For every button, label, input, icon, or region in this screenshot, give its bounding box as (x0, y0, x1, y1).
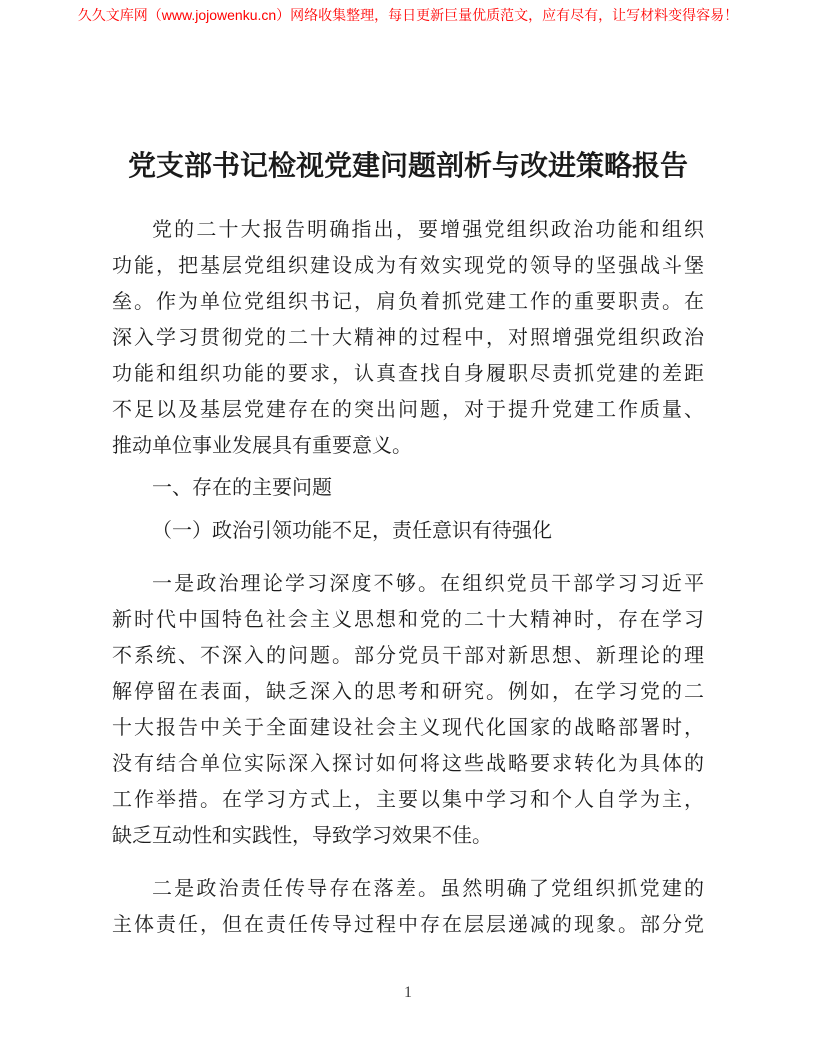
text-line: 一是政治理论学习深度不够。在组织党员干部学习习近平 (152, 573, 704, 595)
text-line: 不足以及基层党建存在的突出问题，对于提升党建工作质量、 (112, 399, 704, 421)
text-line: 二是政治责任传导存在落差。虽然明确了党组织抓党建的 (152, 878, 704, 900)
text-line: 推动单位事业发展具有重要意义。 (112, 435, 412, 457)
text-line: 解停留在表面，缺乏深入的思考和研究。例如，在学习党的二 (112, 681, 704, 703)
paragraph (112, 566, 704, 854)
text-line: 工作举措。在学习方式上，主要以集中学习和个人自学为主， (112, 789, 704, 811)
text-line: 十大报告中关于全面建设社会主义现代化国家的战略部署时， (112, 717, 704, 739)
subsection-heading: （一）政治引领功能不足，责任意识有待强化 (152, 520, 552, 542)
text-line: 功能，把基层党组织建设成为有效实现党的领导的坚强战斗堡 (112, 255, 704, 277)
document-title: 党支部书记检视党建问题剖析与改进策略报告 (127, 150, 688, 181)
paragraph (112, 212, 704, 464)
text-line: 垒。作为单位党组织书记，肩负着抓党建工作的重要职责。在 (112, 291, 704, 313)
text-line: 没有结合单位实际深入探讨如何将这些战略要求转化为具体的 (112, 753, 704, 775)
text-line: 功能和组织功能的要求，认真查找自身履职尽责抓党建的差距 (112, 363, 704, 385)
text-line: 深入学习贯彻党的二十大精神的过程中，对照增强党组织政治 (112, 327, 704, 349)
page-number: 1 (404, 984, 412, 1001)
paragraph (112, 871, 704, 943)
text-line: 党的二十大报告明确指出，要增强党组织政治功能和组织 (152, 219, 704, 241)
text-line: 主体责任，但在责任传导过程中存在层层递减的现象。部分党 (112, 914, 704, 936)
text-line: 新时代中国特色社会主义思想和党的二十大精神时，存在学习 (112, 609, 704, 631)
text-line: 不系统、不深入的问题。部分党员干部对新思想、新理论的理 (112, 645, 704, 667)
section-heading: 一、存在的主要问题 (152, 477, 332, 499)
document-body (112, 212, 704, 943)
header-watermark-notice: 久久文库网（www.jojowenku.cn）网络收集整理，每日更新巨量优质范文，应有尽有，让写材料变得容易！ (77, 7, 739, 23)
text-line: 缺乏互动性和实践性，导致学习效果不佳。 (112, 825, 492, 847)
